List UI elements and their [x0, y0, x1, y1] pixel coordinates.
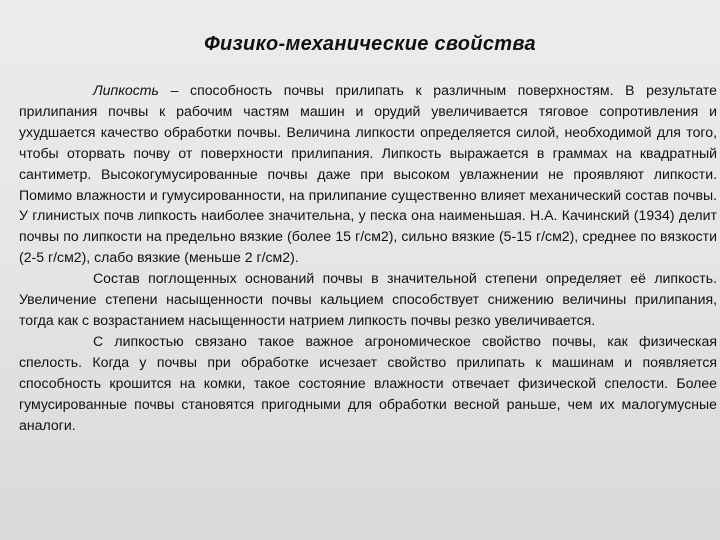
slide-title: Физико-механические свойства	[204, 33, 536, 55]
slide-body	[19, 80, 717, 435]
paragraph-absorbed-bases: Состав поглощенных оснований почвы в значительной степени определяет её липкость. Увеличение степени насыщенности почвы кальцием способствует снижению величины прилипания, тогда как с возрастанием насыщенности натрием липкость почвы резко увеличивается.	[19, 270, 717, 328]
paragraph-stickiness-definition	[19, 80, 717, 268]
paragraph-physical-ripeness: С липкостью связано такое важное агрономическое свойство почвы, как физическая спелость. Когда у почвы при обработке исчезает свойство прилипать к машинам и появляется способность крошится на комки, такое состояние влажности отвечает физической спелости. Более гумусированные почвы становятся пригодными для обработки весной раньше, чем их малогумусные аналоги.	[19, 332, 717, 433]
paragraph-1-text: – способность почвы прилипать к различным поверхностям. В результате прилипания почвы к рабочим частям машин и орудий увеличивается тяговое сопротивления и ухудшается качество обработки почвы. Величина липкости определяется силой, необходимой для того, чтобы оторвать почву от поверхности прилипания. Липкость выражается в граммах на квадратный сантиметр. Высокогумусированные почвы даже при высоком увлажнении не проявляют липкости. Помимо влажности и гумусированности, на прилипание существенно влияет механический состав почвы. У глинистых почв липкость наиболее значительна, у песка она наименьшая. Н.А. Качинский (1934) делит почвы по липкости на предельно вязкие (более 15 г/см2), сильно вязкие (5-15 г/см2), среднее по вязкости (2-5 г/см2), слабо вязкие (меньше 2 г/см2).	[19, 82, 717, 266]
term-stickiness: Липкость	[93, 82, 159, 98]
